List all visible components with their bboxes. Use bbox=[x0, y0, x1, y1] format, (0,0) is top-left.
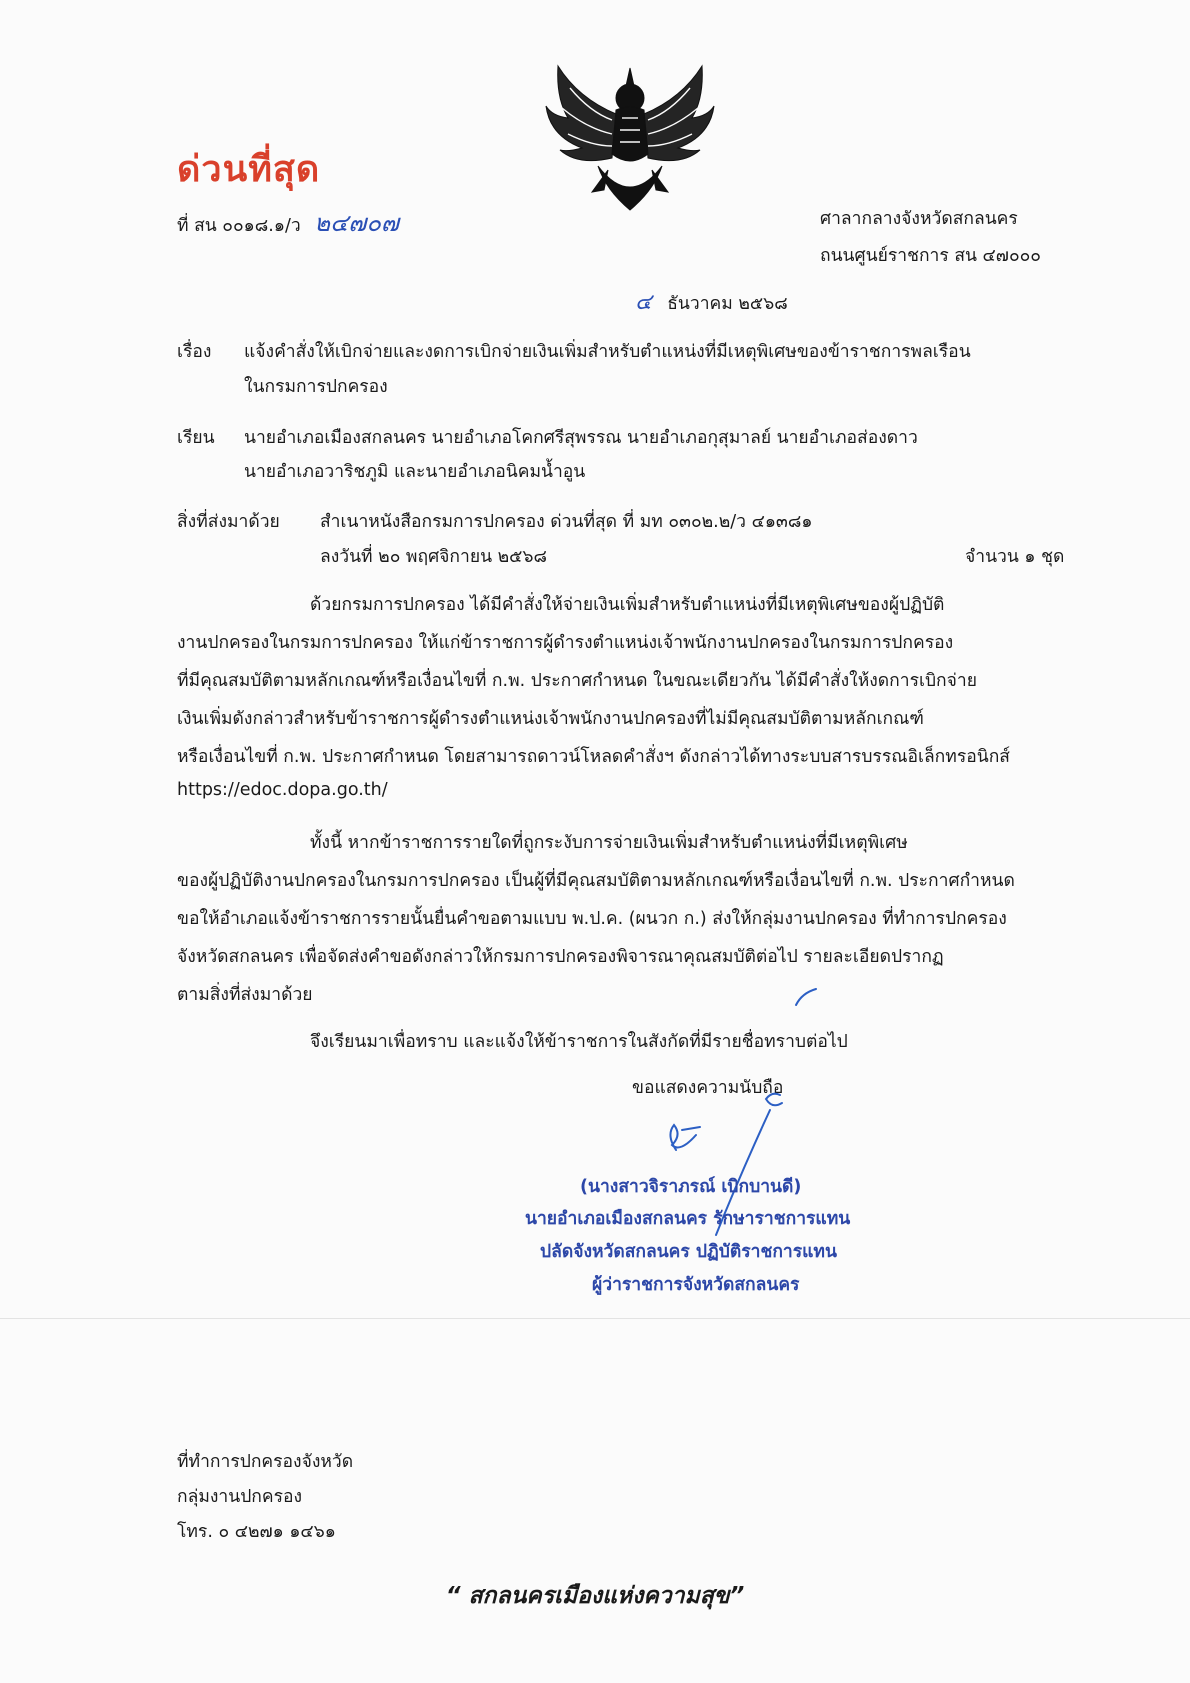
footer-office: ที่ทำการปกครองจังหวัด bbox=[177, 1452, 354, 1472]
document-date bbox=[635, 291, 788, 316]
subject-line-1: แจ้งคำสั่งให้เบิกจ่ายและงดการเบิกจ่ายเงินเพิ่มสำหรับตำแหน่งที่มีเหตุพิเศษของข้าราชการพลเรือน bbox=[244, 342, 971, 362]
subject-line-2: ในกรมการปกครอง bbox=[244, 377, 388, 397]
office-address: ถนนศูนย์ราชการ สน ๔๗๐๐๐ bbox=[820, 246, 1041, 266]
provincial-motto: “ สกลนครเมืองแห่งความสุข” bbox=[445, 1583, 745, 1609]
para1-line-2: งานปกครองในกรมการปกครอง ให้แก่ข้าราชการผู้ดำรงตำแหน่งเจ้าพนักงานปกครองในกรมการปกครอง bbox=[177, 633, 954, 653]
signatory-title-1: นายอำเภอเมืองสกลนคร รักษาราชการแทน bbox=[525, 1209, 851, 1229]
respect-line: ขอแสดงความนับถือ bbox=[632, 1078, 784, 1098]
date-month-year: ธันวาคม ๒๕๖๘ bbox=[667, 294, 788, 314]
recipient-line-2: นายอำเภอวาริชภูมิ และนายอำเภอนิคมน้ำอูน bbox=[244, 462, 586, 482]
office-name: ศาลากลางจังหวัดสกลนคร bbox=[820, 209, 1018, 229]
signatory-title-2: ปลัดจังหวัดสกลนคร ปฏิบัติราชการแทน bbox=[540, 1242, 837, 1262]
reference-prefix: ที่ สน ๐๐๑๘.๑/ว bbox=[177, 216, 301, 236]
date-day-handwritten: ๔ bbox=[635, 290, 652, 315]
para2-line-2: ของผู้ปฏิบัติงานปกครองในกรมการปกครอง เป็นผู้ที่มีคุณสมบัติตามหลักเกณฑ์หรือเงื่อนไขที่ ก.พ. ประกาศกำหนด bbox=[177, 871, 1015, 891]
para1-line-3: ที่มีคุณสมบัติตามหลักเกณฑ์หรือเงื่อนไขที่ ก.พ. ประกาศกำหนด ในขณะเดียวกัน ได้มีคำสั่งให้งดการเบิกจ่าย bbox=[177, 671, 977, 691]
subject-label: เรื่อง bbox=[177, 342, 212, 362]
recipient-line-1: นายอำเภอเมืองสกลนคร นายอำเภอโคกศรีสุพรรณ นายอำเภอกุสุมาลย์ นายอำเภอส่องดาว bbox=[244, 428, 918, 448]
para1-line-4: เงินเพิ่มดังกล่าวสำหรับข้าราชการผู้ดำรงตำแหน่งเจ้าพนักงานปกครองที่ไม่มีคุณสมบัติตามหลักเกณฑ์ bbox=[177, 709, 924, 729]
footer-phone: โทร. ๐ ๔๒๗๑ ๑๔๖๑ bbox=[177, 1522, 336, 1542]
reference-number-handwritten: ๒๔๗๐๗ bbox=[314, 209, 399, 237]
signatory-name: (นางสาวจิราภรณ์ เบิกบานดี) bbox=[580, 1177, 802, 1197]
signatory-title-3: ผู้ว่าราชการจังหวัดสกลนคร bbox=[592, 1275, 800, 1295]
garuda-emblem-icon bbox=[538, 58, 722, 218]
reference-number bbox=[177, 211, 399, 238]
enclosure-line-2: ลงวันที่ ๒๐ พฤศจิกายน ๒๕๖๘ bbox=[320, 547, 548, 567]
recipient-label: เรียน bbox=[177, 428, 215, 448]
para2-line-4: จังหวัดสกลนคร เพื่อจัดส่งคำขอดังกล่าวให้กรมการปกครองพิจารณาคุณสมบัติต่อไป รายละเอียดปรากฏ bbox=[177, 947, 944, 967]
page-divider bbox=[0, 1318, 1190, 1319]
footer-division: กลุ่มงานปกครอง bbox=[177, 1487, 303, 1507]
urgency-stamp: ด่วนที่สุด bbox=[177, 148, 321, 190]
closing-line: จึงเรียนมาเพื่อทราบ และแจ้งให้ข้าราชการในสังกัดที่มีรายชื่อทราบต่อไป bbox=[310, 1032, 848, 1052]
enclosure-label: สิ่งที่ส่งมาด้วย bbox=[177, 512, 280, 532]
para2-line-1: ทั้งนี้ หากข้าราชการรายใดที่ถูกระงับการจ่ายเงินเพิ่มสำหรับตำแหน่งที่มีเหตุพิเศษ bbox=[310, 833, 908, 853]
para1-line-5: หรือเงื่อนไขที่ ก.พ. ประกาศกำหนด โดยสามารถดาวน์โหลดคำสั่งฯ ดังกล่าวได้ทางระบบสารบรรณอิเล็กทรอนิกส์ bbox=[177, 747, 1010, 767]
enclosure-line-1: สำเนาหนังสือกรมการปกครอง ด่วนที่สุด ที่ มท ๐๓๐๒.๒/ว ๔๑๓๘๑ bbox=[320, 512, 813, 532]
para2-line-5: ตามสิ่งที่ส่งมาด้วย bbox=[177, 985, 313, 1005]
edoc-link[interactable]: https://edoc.dopa.go.th/ bbox=[177, 780, 388, 800]
para1-line-1: ด้วยกรมการปกครอง ได้มีคำสั่งให้จ่ายเงินเพิ่มสำหรับตำแหน่งที่มีเหตุพิเศษของผู้ปฏิบัติ bbox=[310, 595, 945, 615]
para2-line-3: ขอให้อำเภอแจ้งข้าราชการรายนั้นยื่นคำขอตามแบบ พ.ป.ค. (ผนวก ก.) ส่งให้กลุ่มงานปกครอง ที่ทำการปกครอง bbox=[177, 909, 1007, 929]
enclosure-count: จำนวน ๑ ชุด bbox=[965, 547, 1065, 567]
